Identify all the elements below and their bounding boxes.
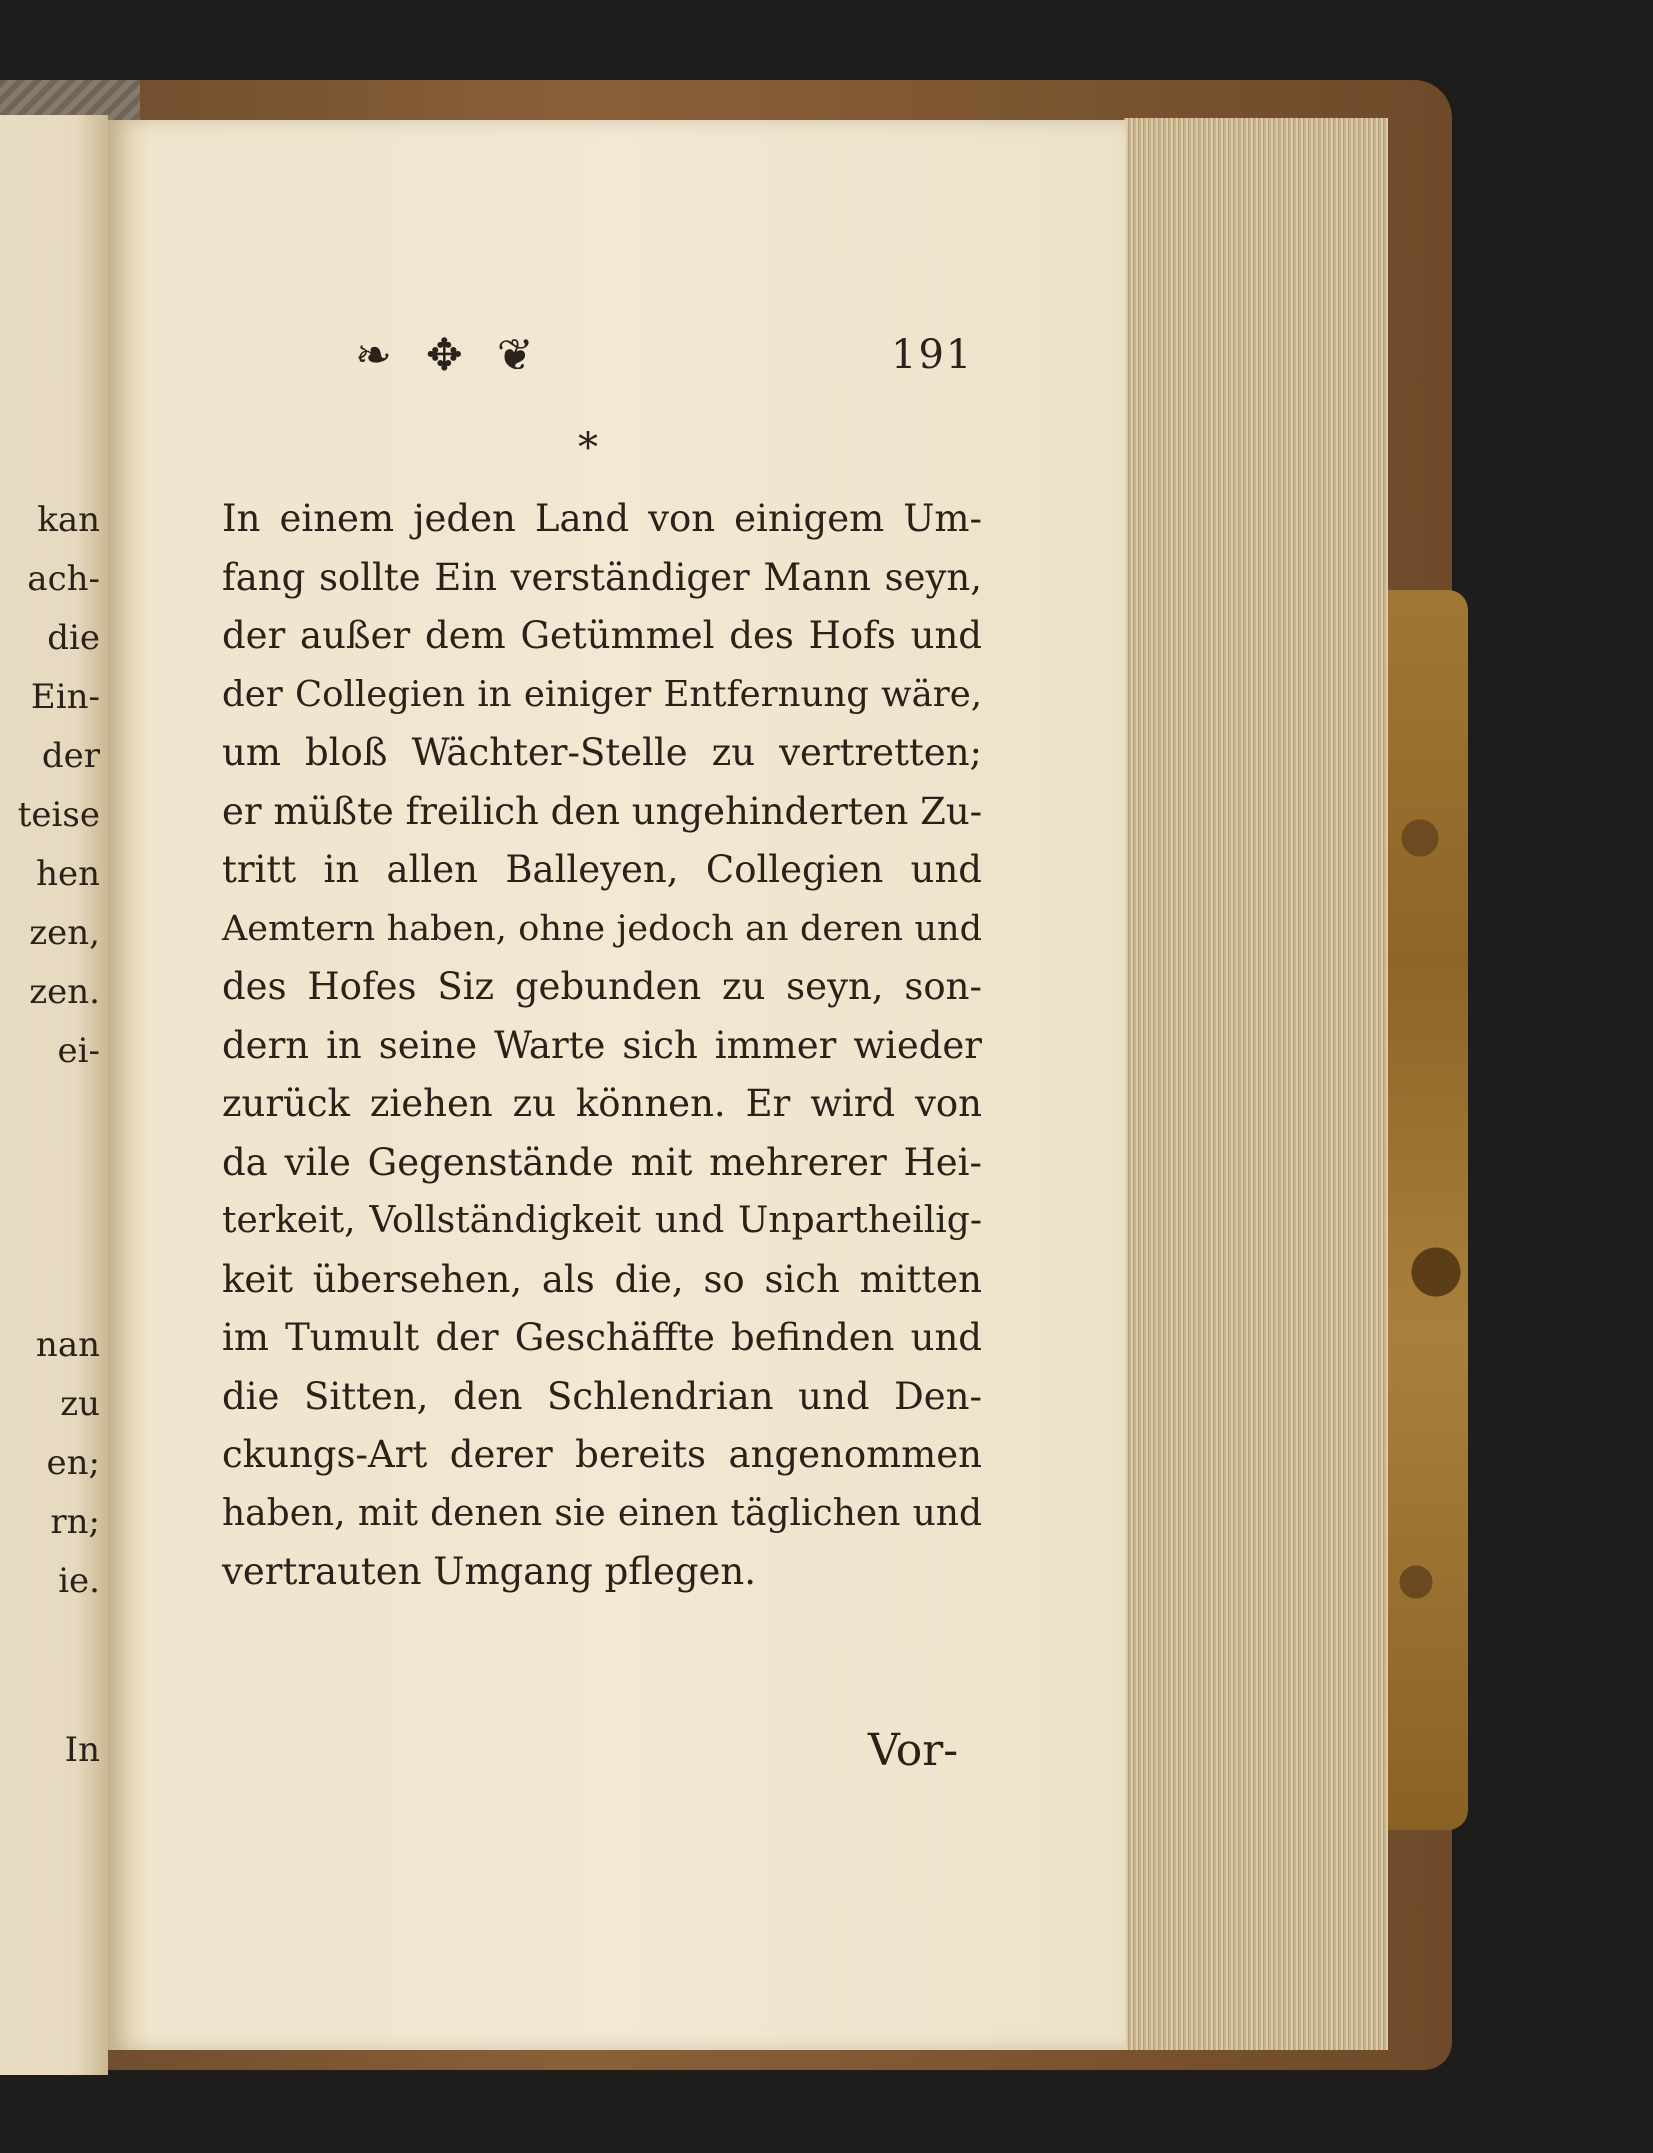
left-fragment: der [41,736,100,776]
text-line: haben, mit denen sie einen täglichen und [222,1492,982,1534]
text-line: vertrauten Umgang pflegen. [222,1550,757,1593]
left-page-text [0,115,108,2075]
left-fragment: teise [17,795,100,835]
left-fragment: en; [46,1443,100,1483]
left-fragment: In [64,1730,100,1770]
left-fragment: zu [60,1384,100,1424]
text-line: fang sollte Ein verständiger Mann seyn, [222,555,982,599]
catchword: Vor- [868,1725,959,1776]
section-asterisk: * [578,425,598,471]
text-line: um bloß Wächter-Stelle zu vertretten; [222,731,982,774]
text-line: des Hofes Siz gebunden zu seyn, son- [222,965,982,1008]
page-edges [1124,118,1388,2050]
text-line: tritt in allen Balleyen, Collegien und [222,848,982,891]
marbled-edge [1388,590,1468,1830]
text-line: da vile Gegenstände mit mehrerer Hei- [222,1140,982,1184]
text-line: der Collegien in einiger Entfernung wäre, [222,673,982,715]
header-ornament: ❧ ✥ ❦ [355,330,544,381]
text-line: im Tumult der Geschäffte befinden und [222,1316,982,1359]
left-fragment: die [47,618,100,658]
page-number: 191 [891,332,974,378]
left-fragment: Ein- [30,677,100,717]
left-fragment: zen, [29,913,100,953]
page-header [355,330,974,390]
text-line: keit übersehen, als die, so sich mitten [222,1257,982,1301]
left-fragment: rn; [50,1502,100,1542]
text-line: der außer dem Getümmel des Hofs und [222,614,982,657]
left-fragment: hen [36,854,100,894]
left-fragment: ei- [57,1031,100,1071]
text-line: In einem jeden Land von einigem Um- [222,497,982,540]
text-line: die Sitten, den Schlendrian und Den- [222,1374,982,1418]
left-page [0,115,108,2075]
text-line: zurück ziehen zu können. Er wird von [222,1082,982,1125]
left-fragment: zen. [29,972,100,1012]
left-fragment: ie. [58,1561,100,1601]
text-line: er müßte freilich den ungehinderten Zu- [222,789,983,833]
text-line: dern in seine Warte sich immer wieder [222,1023,982,1067]
body-text [222,490,982,1602]
text-line: Aemtern haben, ohne jedoch an deren und [222,908,982,949]
left-fragment: nan [35,1325,100,1365]
text-line: terkeit, Vollständigkeit und Unpartheilig- [222,1200,982,1241]
text-line: ckungs-Art derer bereits angenommen [222,1433,982,1476]
left-fragment: ach- [27,559,100,599]
left-fragment: kan [37,500,100,540]
